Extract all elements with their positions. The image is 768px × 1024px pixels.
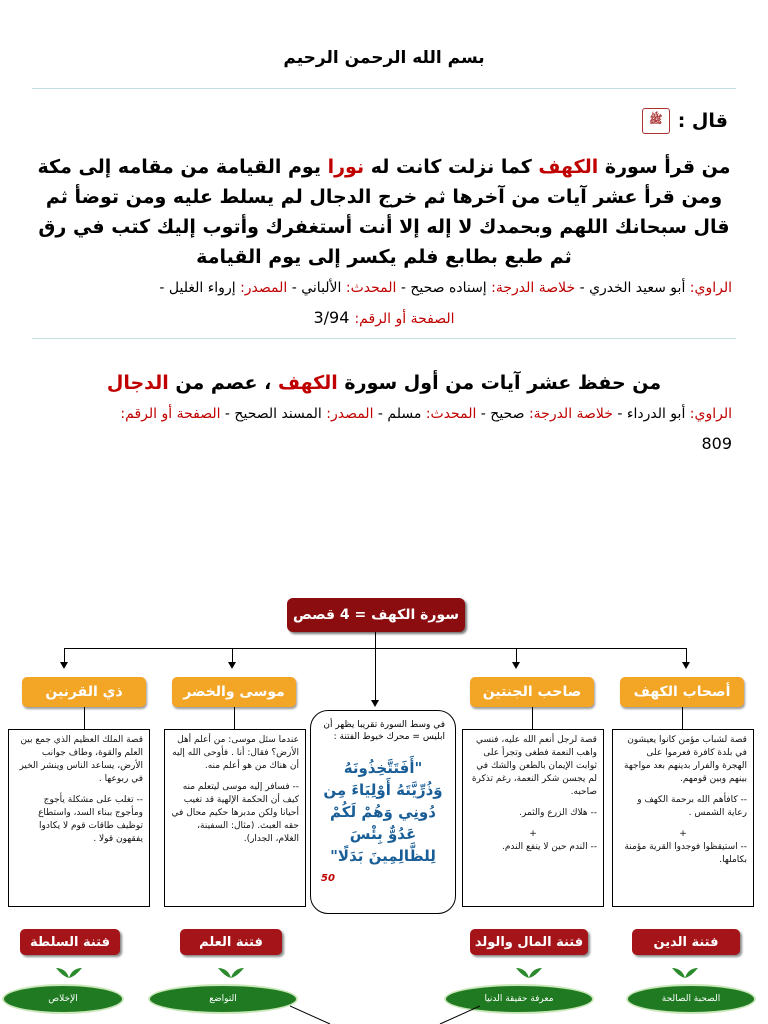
page-label: الصفحة أو الرقم: <box>120 406 221 422</box>
hadith-1-part: من قرأ سورة <box>598 156 731 178</box>
leaf-icon <box>672 966 698 978</box>
leaf-icon <box>218 966 244 978</box>
hadith-2-page <box>701 432 732 457</box>
page-value: 809 <box>701 434 732 453</box>
fitna-mal: فتنة المال والولد <box>470 929 588 955</box>
story-text: -- استيقظوا فوجدوا القرية مؤمنة بكاملها. <box>624 842 747 865</box>
divider <box>32 338 736 339</box>
connector <box>232 648 233 662</box>
remedy-dunya: معرفة حقيقة الدنيا <box>444 984 594 1014</box>
connector <box>375 648 376 700</box>
arrow-icon <box>60 662 68 669</box>
grade-value: صحيح - <box>476 406 529 422</box>
iblis-text: في وسط السورة تقريبا يظهر أن ابليس = محرك خيوط الفتنة : <box>323 720 445 742</box>
connector <box>84 707 85 729</box>
story-text: -- فسافر إليه موسى ليتعلم منه كيف أن الحكمة الإلهية قد تغيب أحيانا ولكن مدبرها حكيم محال في حقه العبث. (مثال: السفينة، الغلام، الجدار). <box>171 782 299 844</box>
story-sahib-aljannatayn: صاحب الجنتين <box>470 677 594 707</box>
connector <box>375 632 376 648</box>
remedy-tawadu: التواضع <box>148 984 298 1014</box>
rawi-value: أبو سعيد الخدري - <box>575 280 690 296</box>
hadith-2-text <box>28 372 740 394</box>
arrow-icon <box>228 662 236 669</box>
page-value: 3/94 <box>313 308 355 327</box>
story-text: قصة لشباب مؤمن كانوا يعيشون في بلدة كافرة فعرموا على الهجرة والفرار بدينهم بعد مواجهة بينهم وبين قومهم. <box>624 735 747 784</box>
fitna-din: فتنة الدين <box>632 929 740 955</box>
connector <box>64 648 65 662</box>
muhaddith-label: المحدث: <box>425 406 477 422</box>
story-text: + <box>679 829 687 839</box>
source-value: المسند الصحيح - <box>220 406 327 422</box>
hadith-2-dajjal: الدجال <box>106 372 169 394</box>
hadith-2-meta <box>32 402 732 426</box>
story-text-box <box>462 729 604 907</box>
story-text: + <box>529 829 537 839</box>
story-text: -- هلاك الزرع والثمر. <box>519 808 597 818</box>
hadith-1-part: كما نزلت كانت له <box>364 156 539 178</box>
source-value: إرواء الغليل - <box>159 280 241 296</box>
hadith-1-page <box>0 306 768 331</box>
rawi-label: الراوي: <box>689 406 732 422</box>
grade-value: إسناده صحيح - <box>396 280 492 296</box>
leaf-icon <box>56 966 82 978</box>
grade-label: خلاصة الدرجة: <box>491 280 576 296</box>
story-text: قصة لرجل أنعم الله عليه، فنسي واهب النعمة فطغى وتجرأ على ثوابت الإيمان بالطعن والشك في لم يجسن شكر النعمة، رغم تذكرة صاحبه. <box>471 735 597 797</box>
story-musa-alkhidr: موسى والخضر <box>172 677 296 707</box>
hadith-2-part: ، عصم من <box>168 372 278 394</box>
quran-verse: "أَفَتَتَّخِذُونَهُ وَذُرِّيَّتَهُ أَوْلِيَاءَ مِن دُونِي وَهُمْ لَكُمْ عَدُوٌّ بِئْسَ لِلظَّالِمِينَ بَدَلًا" <box>323 759 443 865</box>
salawat-icon: ﷺ <box>642 108 670 134</box>
grade-label: خلاصة الدرجة: <box>528 406 613 422</box>
hadith-1-kahf: الكهف <box>538 156 599 178</box>
connector <box>686 648 687 662</box>
page-label: الصفحة أو الرقم: <box>354 311 455 327</box>
story-dhul-qarnayn: ذي القرنين <box>22 677 146 707</box>
source-label: المصدر: <box>240 280 288 296</box>
story-ahl-alkahf: أصحاب الكهف <box>620 677 744 707</box>
hadith-2-part: من حفظ عشر آيات من أول سورة <box>337 372 662 394</box>
fitna-ilm: فتنة العلم <box>180 929 282 955</box>
hadith-1-text <box>28 152 740 272</box>
muhaddith-value: الألباني - <box>287 280 346 296</box>
fitna-sulta: فتنة السلطة <box>20 929 120 955</box>
arrow-icon <box>682 662 690 669</box>
source-label: المصدر: <box>326 406 374 422</box>
hadith-1-nur: نورا <box>327 156 365 178</box>
muhaddith-value: مسلم - <box>373 406 426 422</box>
story-text: عندما سئل موسى: من أعلم أهل الأرض؟ فقال: أنا . فأوحى الله إليه أن هناك من هو أعلم منه. <box>172 735 299 771</box>
arrow-icon <box>512 662 520 669</box>
remedy-suhba: الصحبة الصالحة <box>626 984 756 1014</box>
story-text-box <box>8 729 150 907</box>
story-text: -- تغلب على مشكلة يأجوج ومأجوج ببناء السد، واستطاع توظيف طاقات قوم لا يكادوا يفقهون قولا . <box>38 795 143 844</box>
story-text: قصة الملك العظيم الذي جمع بين العلم والقوة، وطاف جوانب الأرض، يساعد الناس وينشر الخير في ربوعها . <box>19 735 143 784</box>
connector <box>682 707 683 729</box>
main-topic-box: سورة الكهف = 4 قصص <box>287 598 465 632</box>
story-text-box <box>612 729 754 907</box>
qal-text: قال : <box>677 110 728 132</box>
story-text: -- الندم حين لا ينفع الندم. <box>502 842 597 852</box>
muhaddith-label: المحدث: <box>345 280 397 296</box>
arrow-icon <box>371 700 379 707</box>
hadith-1-part: يوم القيامة من مقامه إلى مكة ومن قرأ عشر آيات من آخرها ثم خرج الدجال لم يسلط عليه ومن توضأ ثم قال سبحانك اللهم وبحمدك لا إله إلا أنت أستغفرك وأتوب إليك كتب في رق ثم طبع بطابع فلم يكسر إلى يوم القيامة <box>37 156 730 268</box>
connector-lines <box>290 1000 480 1024</box>
divider <box>32 88 736 89</box>
remedy-ikhlas: الإخلاص <box>2 984 124 1014</box>
story-text: -- كافأهم الله برحمة الكهف و رعاية الشمس . <box>637 795 747 818</box>
leaf-icon <box>516 966 542 978</box>
qal-label <box>642 108 728 134</box>
connector <box>516 648 517 662</box>
basmala: بسم الله الرحمن الرحيم <box>283 48 485 68</box>
rawi-value: أبو الدرداء - <box>612 406 690 422</box>
verse-number: 50 <box>321 873 335 884</box>
rawi-label: الراوي: <box>689 280 732 296</box>
story-text-box <box>164 729 306 907</box>
connector <box>234 707 235 729</box>
iblis-box <box>310 710 456 914</box>
connector <box>532 707 533 729</box>
hadith-1-meta <box>32 276 732 300</box>
hadith-2-kahf: الكهف <box>277 372 338 394</box>
